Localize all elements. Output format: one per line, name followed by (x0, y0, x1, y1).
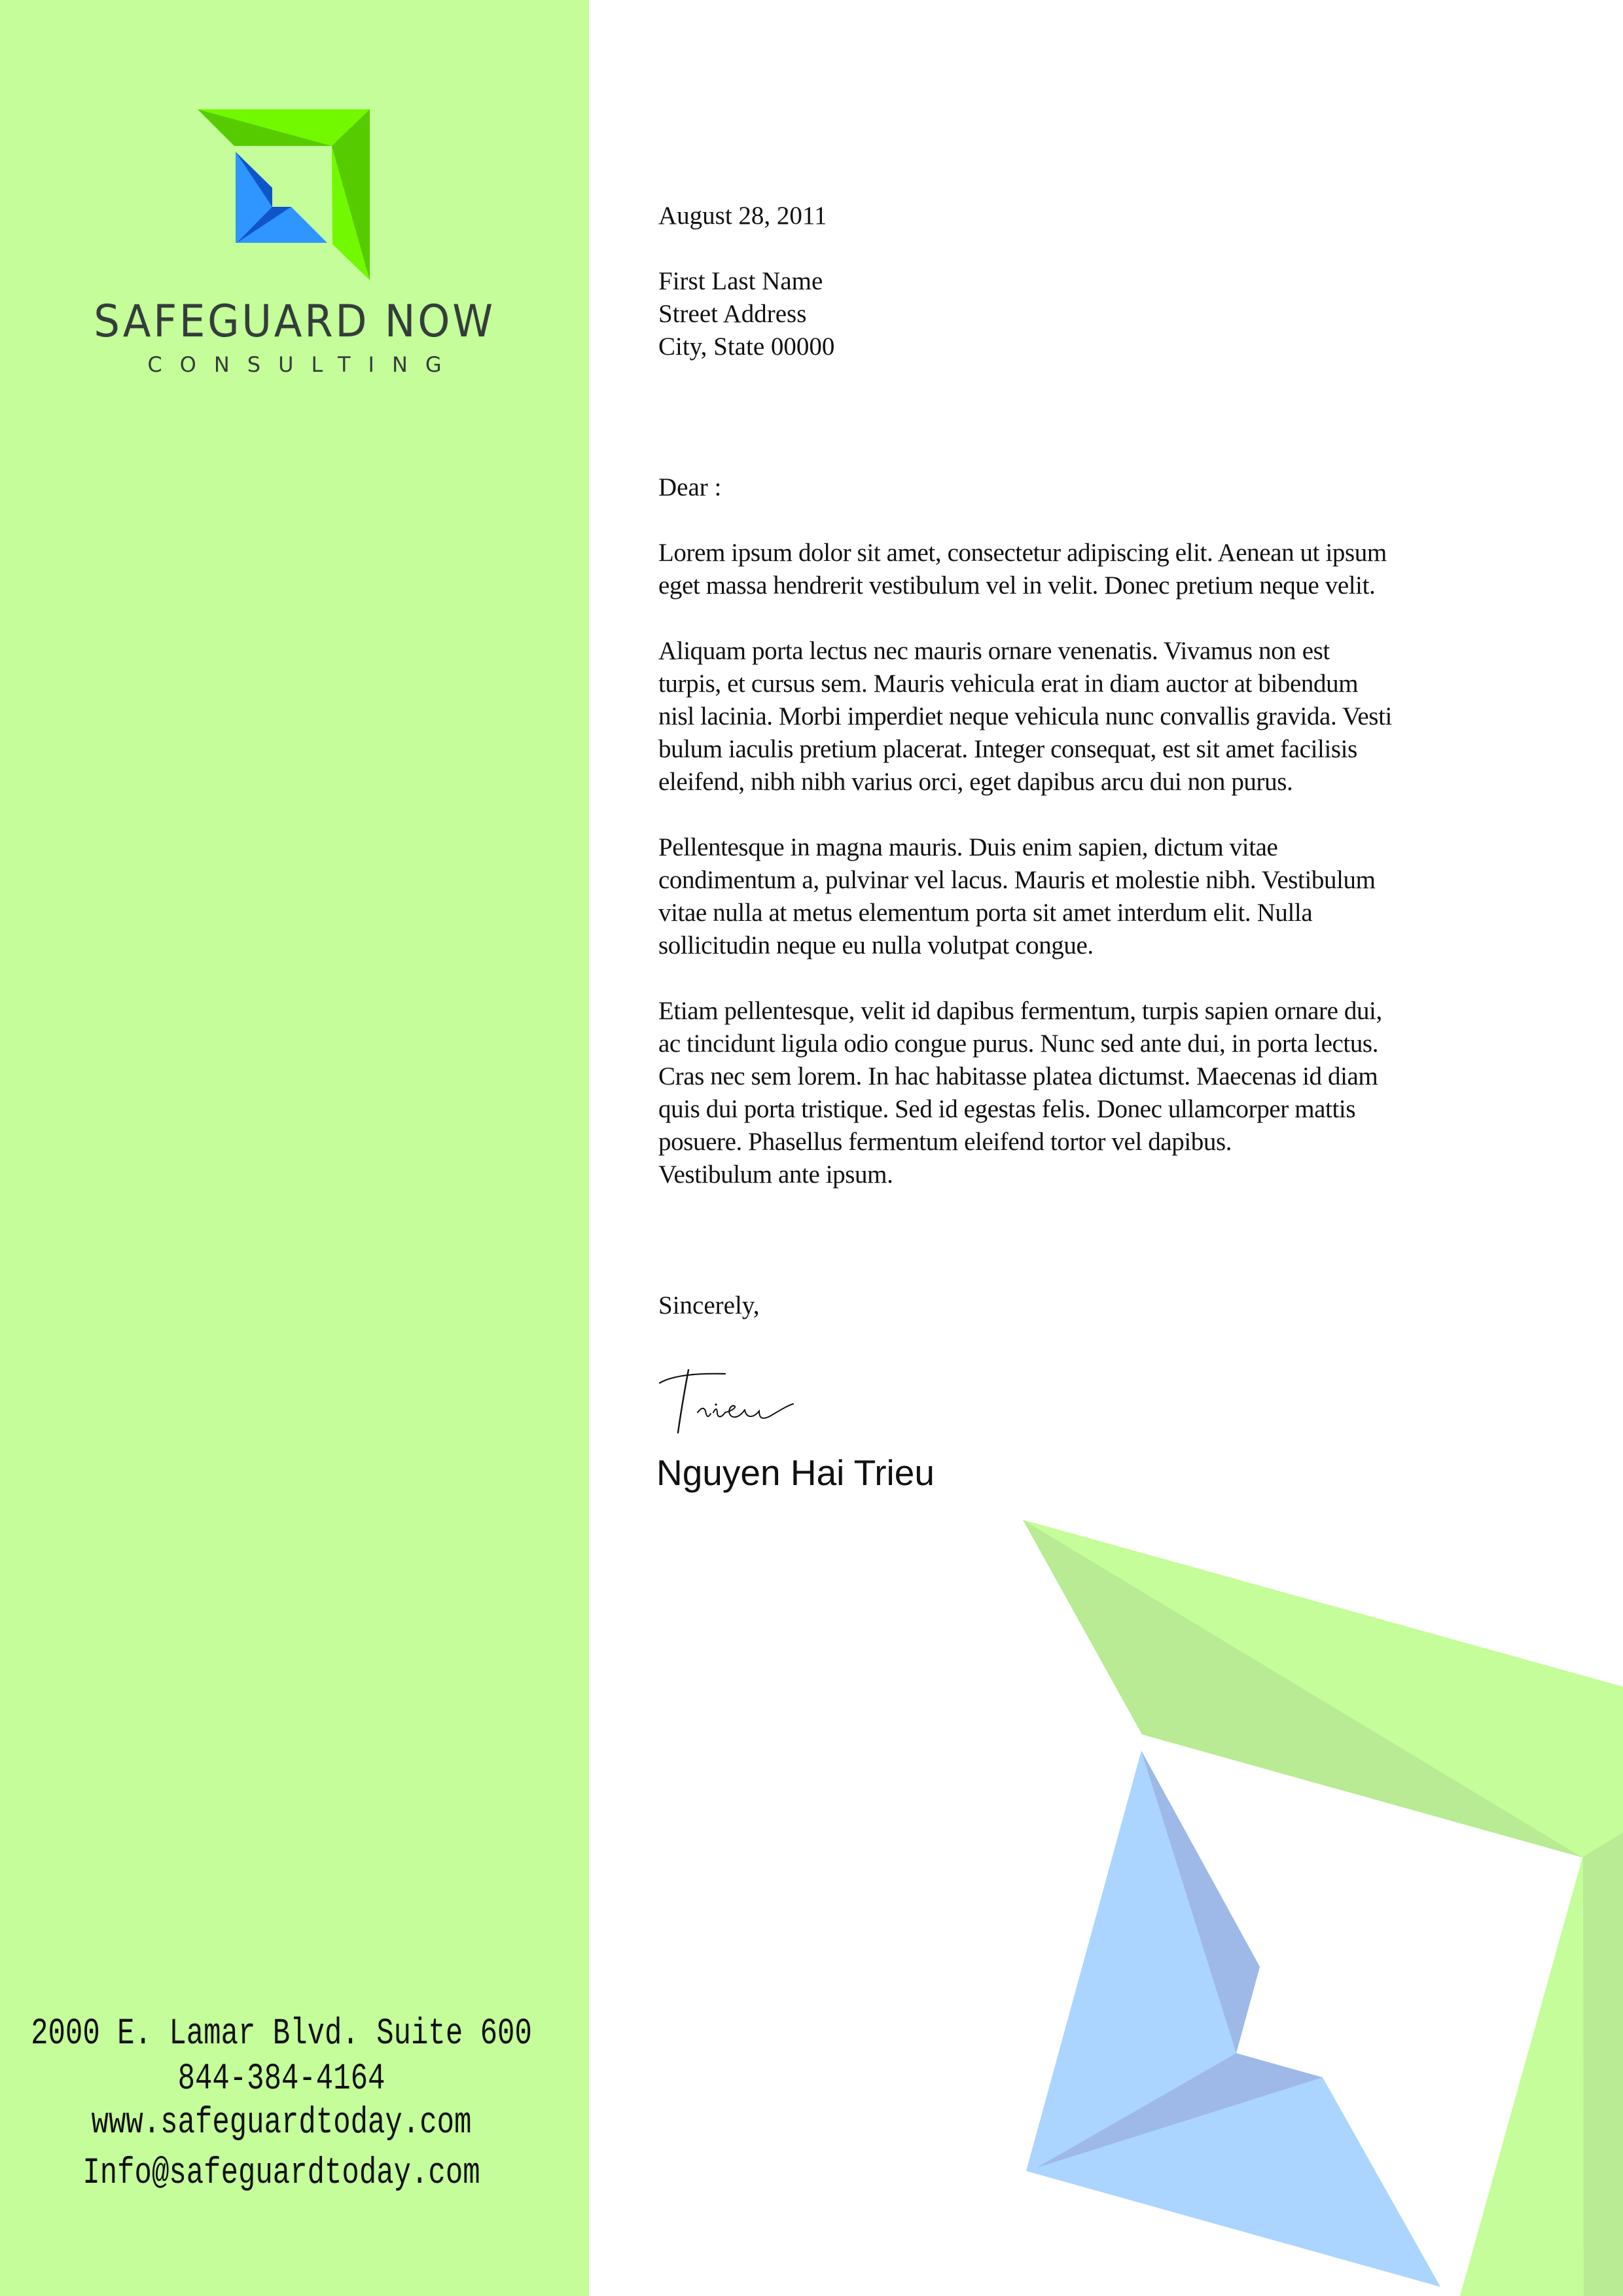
paragraph-line: Aliquam porta lectus nec mauris ornare venenatis. Vivamus non est (658, 637, 1330, 665)
contact-website[interactable]: www.safeguardtoday.com (91, 2102, 472, 2144)
brand-name: SAFEGUARD NOW (94, 296, 495, 348)
letterhead-sidebar (0, 0, 589, 2296)
folded-square-logo-icon (0, 0, 589, 301)
paragraph-2 (658, 635, 1431, 798)
paragraph-line: Vestibulum ante ipsum. (658, 1160, 893, 1189)
salutation: Dear : (658, 473, 722, 501)
paragraph-line: nisl lacinia. Morbi imperdiet neque vehicula nunc convallis gravida. Vesti (658, 702, 1392, 730)
paragraph-line: eleifend, nibh nibh varius orci, eget dapibus arcu dui non purus. (658, 768, 1293, 796)
paragraph-1 (658, 537, 1431, 602)
paragraph-line: Lorem ipsum dolor sit amet, consectetur adipiscing elit. Aenean ut ipsum (658, 539, 1387, 567)
paragraph-4 (658, 995, 1431, 1191)
recipient-street: Street Address (658, 300, 807, 328)
signer-name: Nguyen Hai Trieu (656, 1452, 935, 1493)
recipient-city-state-zip: City, State 00000 (658, 332, 835, 361)
handwritten-signature (651, 1361, 808, 1440)
paragraph-line: condimentum a, pulvinar vel lacus. Mauris et molestie nibh. Vestibulum (658, 866, 1376, 894)
contact-address: 2000 E. Lamar Blvd. Suite 600 (31, 2013, 532, 2055)
paragraph-line: bulum iaculis pretium placerat. Integer consequat, est sit amet facilisis (658, 735, 1357, 763)
paragraph-line: vitae nulla at metus elementum porta sit amet interdum elit. Nulla (658, 899, 1313, 927)
paragraph-line: quis dui porta tristique. Sed id egestas felis. Donec ullamcorper mattis (658, 1095, 1356, 1123)
closing: Sincerely, (658, 1291, 760, 1319)
contact-email[interactable]: Info@safeguardtoday.com (82, 2153, 480, 2195)
paragraph-line: Pellentesque in magna mauris. Duis enim sapien, dictum vitae (658, 833, 1278, 861)
paragraph-line: Etiam pellentesque, velit id dapibus fermentum, turpis sapien ornare dui, (658, 997, 1382, 1025)
paragraph-line: Cras nec sem lorem. In hac habitasse platea dictumst. Maecenas id diam (658, 1062, 1378, 1090)
brand-tagline: CONSULTING (147, 352, 459, 377)
letter-date: August 28, 2011 (658, 202, 827, 230)
paragraph-3 (658, 831, 1431, 962)
paragraph-line: posuere. Phasellus fermentum eleifend tortor vel dapibus. (658, 1128, 1232, 1156)
paragraph-line: eget massa hendrerit vestibulum vel in velit. Donec pretium neque velit. (658, 571, 1376, 600)
paragraph-line: ac tincidunt ligula odio congue purus. Nunc sed ante dui, in porta lectus. (658, 1030, 1379, 1058)
recipient-name: First Last Name (658, 267, 823, 295)
paragraph-line: sollicitudin neque eu nulla volutpat congue. (658, 931, 1094, 960)
contact-phone: 844-384-4164 (177, 2058, 385, 2100)
paragraph-line: turpis, et cursus sem. Mauris vehicula erat in diam auctor at bibendum (658, 670, 1359, 698)
